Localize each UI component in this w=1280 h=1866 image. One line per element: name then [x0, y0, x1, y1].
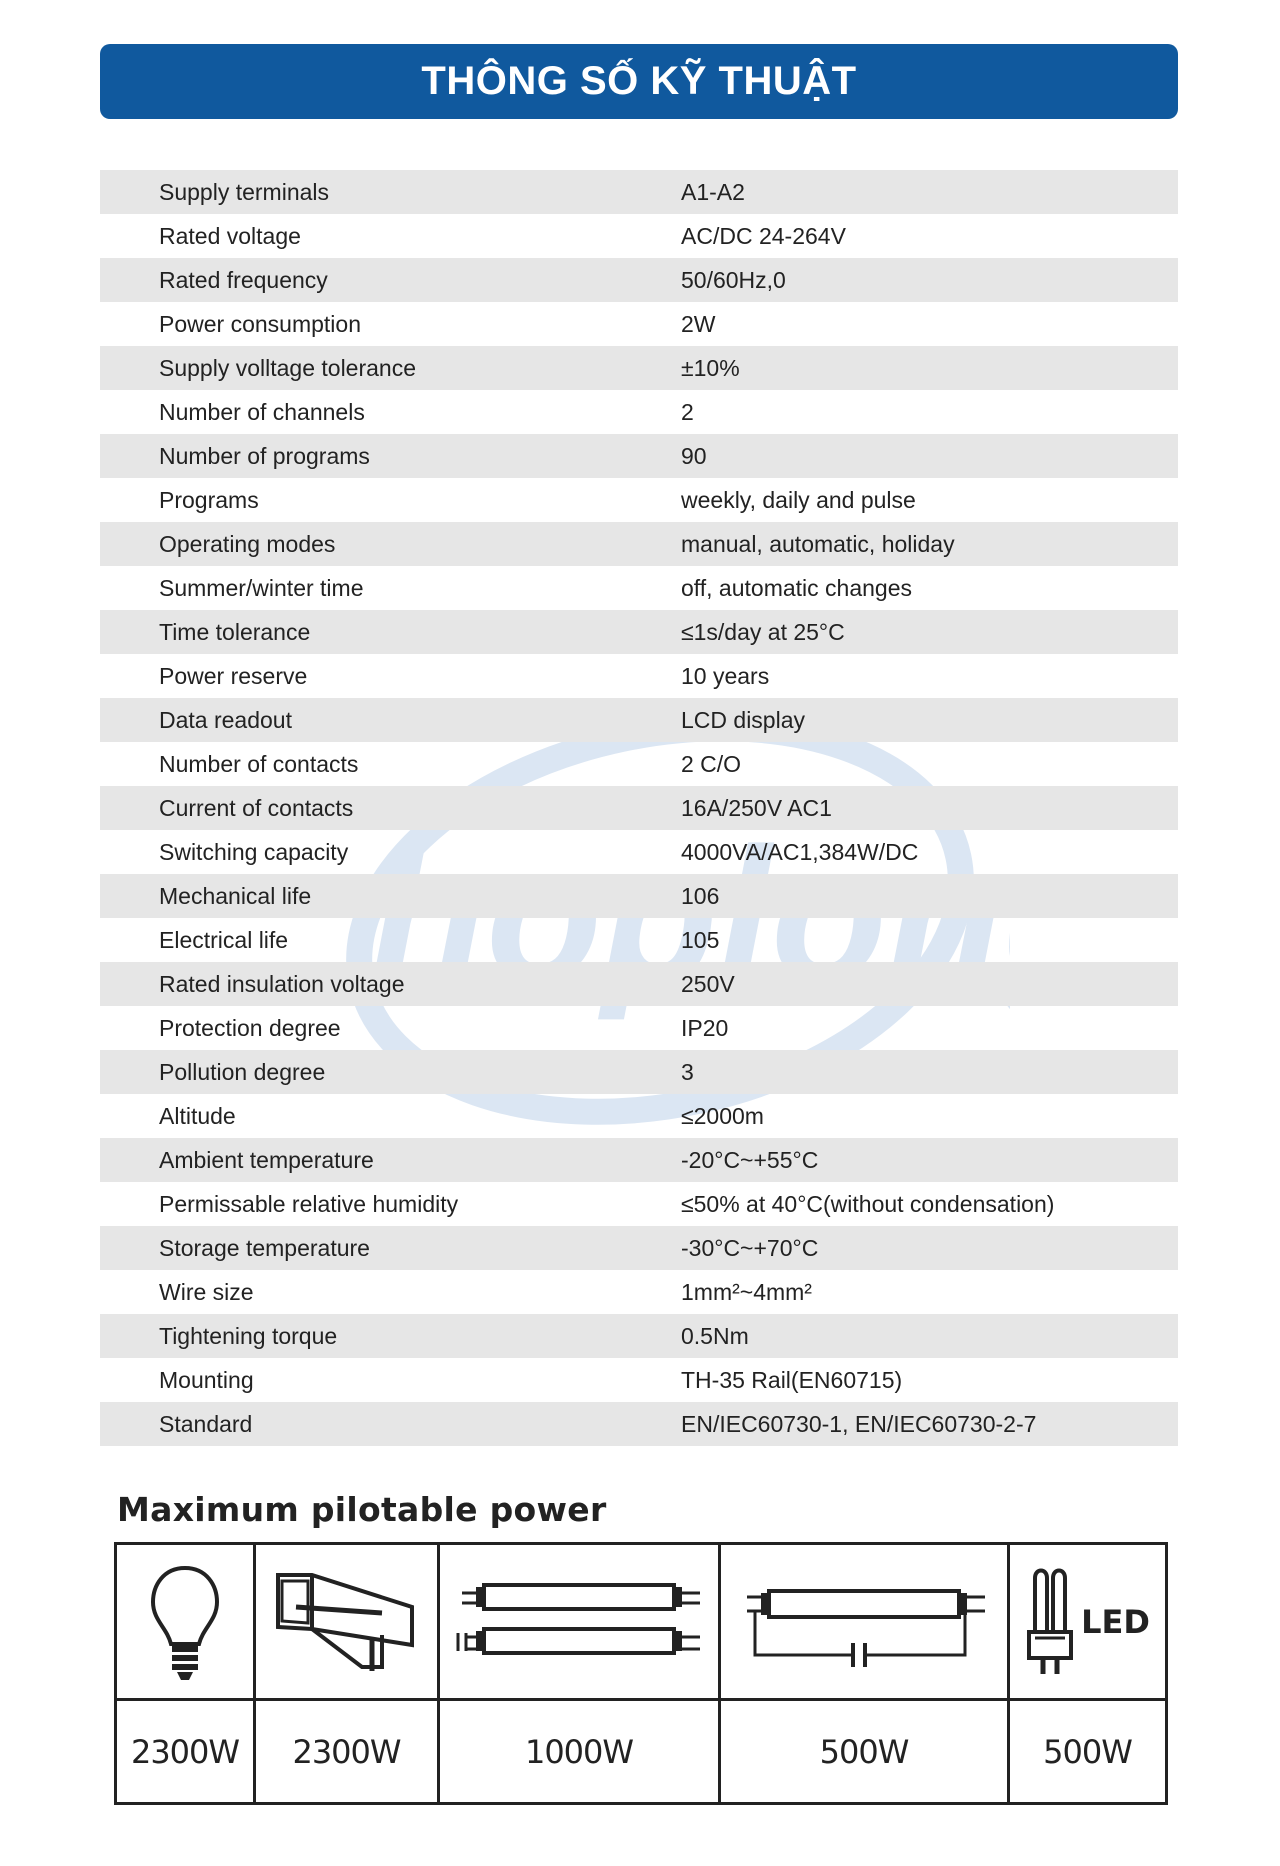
watt-value: 1000W: [524, 1732, 634, 1771]
spec-label: Data readout: [159, 706, 292, 733]
spec-value: 0.5Nm: [681, 1322, 749, 1349]
spec-label: Time tolerance: [159, 618, 311, 645]
spec-value: 16A/250V AC1: [681, 794, 832, 821]
compensated-fluorescent-tube-icon: [739, 1567, 989, 1677]
watt-cell: [1010, 1701, 1165, 1802]
spec-row: [100, 1094, 1178, 1138]
spec-value: LCD display: [681, 706, 805, 733]
spec-label: Mechanical life: [159, 882, 312, 909]
spec-row: [100, 918, 1178, 962]
spec-label: Storage temperature: [159, 1234, 370, 1261]
spec-label: Standard: [159, 1410, 253, 1437]
spec-value: A1-A2: [681, 178, 745, 205]
spec-label: Wire size: [159, 1278, 254, 1305]
spec-label: Permissable relative humidity: [159, 1190, 459, 1217]
incandescent-bulb-cell: [117, 1545, 256, 1701]
spec-value: -30°C~+70°C: [681, 1234, 819, 1261]
spec-label: Programs: [159, 486, 259, 513]
spec-label: Altitude: [159, 1102, 236, 1129]
spec-row: [100, 478, 1178, 522]
spec-label: Operating modes: [159, 530, 336, 557]
page-title: THÔNG SỐ KỸ THUẬT: [421, 59, 857, 103]
spec-value: TH-35 Rail(EN60715): [681, 1366, 903, 1393]
led-lamp-icon: [1025, 1562, 1075, 1682]
spec-row: [100, 742, 1178, 786]
compensated-fluorescent-tube-cell: [721, 1545, 1010, 1701]
spec-value: -20°C~+55°C: [681, 1146, 819, 1173]
spec-value: 1mm²~4mm²: [681, 1278, 812, 1305]
spec-value: 106: [681, 882, 720, 909]
spec-row: [100, 1006, 1178, 1050]
spec-row: [100, 654, 1178, 698]
spec-value: 10 years: [681, 662, 770, 689]
watt-cell: [721, 1701, 1010, 1802]
spec-label: Power reserve: [159, 662, 308, 689]
spec-label: Mounting: [159, 1366, 254, 1393]
spec-label: Supply terminals: [159, 178, 330, 205]
spec-row: [100, 1402, 1178, 1446]
spec-row: [100, 610, 1178, 654]
spec-row: [100, 258, 1178, 302]
spec-row: [100, 1138, 1178, 1182]
spec-value: EN/IEC60730-1, EN/IEC60730-2-7: [681, 1410, 1037, 1437]
spec-row: [100, 1314, 1178, 1358]
spec-value: 2: [681, 398, 694, 425]
page-header: [100, 44, 1178, 119]
spec-row: [100, 346, 1178, 390]
spec-row: [100, 302, 1178, 346]
spec-label: Current of contacts: [159, 794, 354, 821]
spec-label: Pollution degree: [159, 1058, 326, 1085]
spec-row: [100, 522, 1178, 566]
spec-value: 90: [681, 442, 707, 469]
spec-row: [100, 962, 1178, 1006]
spec-value: manual, automatic, holiday: [681, 530, 955, 557]
spec-value: weekly, daily and pulse: [681, 486, 916, 513]
spec-value: AC/DC 24-264V: [681, 222, 846, 249]
spec-row: [100, 786, 1178, 830]
halogen-lamp-icon: [272, 1567, 422, 1677]
spec-row: [100, 1050, 1178, 1094]
spec-row: [100, 874, 1178, 918]
spec-value: 50/60Hz,0: [681, 266, 786, 293]
led-label: LED: [1081, 1602, 1150, 1641]
spec-label: Number of contacts: [159, 750, 359, 777]
spec-row: [100, 1182, 1178, 1226]
spec-value: 4000VA/AC1,384W/DC: [681, 838, 919, 865]
spec-row: [100, 830, 1178, 874]
watt-value: 500W: [819, 1732, 909, 1771]
spec-label: Switching capacity: [159, 838, 349, 865]
spec-label: Tightening torque: [159, 1322, 338, 1349]
spec-value: 2 C/O: [681, 750, 742, 777]
spec-row: [100, 1358, 1178, 1402]
fluorescent-tube-pair-cell: [440, 1545, 721, 1701]
watt-value: 2300W: [292, 1732, 401, 1771]
spec-row: [100, 1270, 1178, 1314]
fluorescent-tube-pair-icon: [454, 1567, 704, 1677]
spec-row: [100, 434, 1178, 478]
spec-label: Ambient temperature: [159, 1146, 374, 1173]
spec-value: 3: [681, 1058, 694, 1085]
spec-value: ≤50% at 40°C(without condensation): [681, 1190, 1055, 1217]
spec-label: Protection degree: [159, 1014, 341, 1041]
spec-table: [100, 170, 1178, 1446]
spec-row: [100, 1226, 1178, 1270]
watt-value: 500W: [1043, 1732, 1132, 1771]
watt-cell: [440, 1701, 721, 1802]
spec-value: ±10%: [681, 354, 740, 381]
power-section-title: Maximum pilotable power: [117, 1490, 607, 1529]
spec-value: ≤1s/day at 25°C: [681, 618, 845, 645]
spec-label: Rated frequency: [159, 266, 328, 293]
spec-value: ≤2000m: [681, 1102, 764, 1129]
spec-value: IP20: [681, 1014, 729, 1041]
spec-label: Power consumption: [159, 310, 361, 337]
spec-value: off, automatic changes: [681, 574, 912, 601]
spec-label: Supply volltage tolerance: [159, 354, 416, 381]
spec-value: 2W: [681, 310, 716, 337]
spec-row: [100, 170, 1178, 214]
led-lamp-cell: [1010, 1545, 1165, 1701]
spec-label: Summer/winter time: [159, 574, 364, 601]
spec-row: [100, 566, 1178, 610]
spec-label: Rated voltage: [159, 222, 301, 249]
spec-label: Number of programs: [159, 442, 370, 469]
spec-label: Electrical life: [159, 926, 289, 953]
spec-label: Rated insulation voltage: [159, 970, 405, 997]
incandescent-bulb-icon: [145, 1562, 225, 1682]
power-table: [114, 1542, 1168, 1805]
spec-row: [100, 698, 1178, 742]
watt-cell: [117, 1701, 256, 1802]
spec-row: [100, 390, 1178, 434]
watt-value: 2300W: [130, 1732, 240, 1771]
spec-label: Number of channels: [159, 398, 365, 425]
spec-value: 250V: [681, 970, 735, 997]
halogen-lamp-cell: [256, 1545, 440, 1701]
spec-row: [100, 214, 1178, 258]
watt-cell: [256, 1701, 440, 1802]
spec-value: 105: [681, 926, 720, 953]
